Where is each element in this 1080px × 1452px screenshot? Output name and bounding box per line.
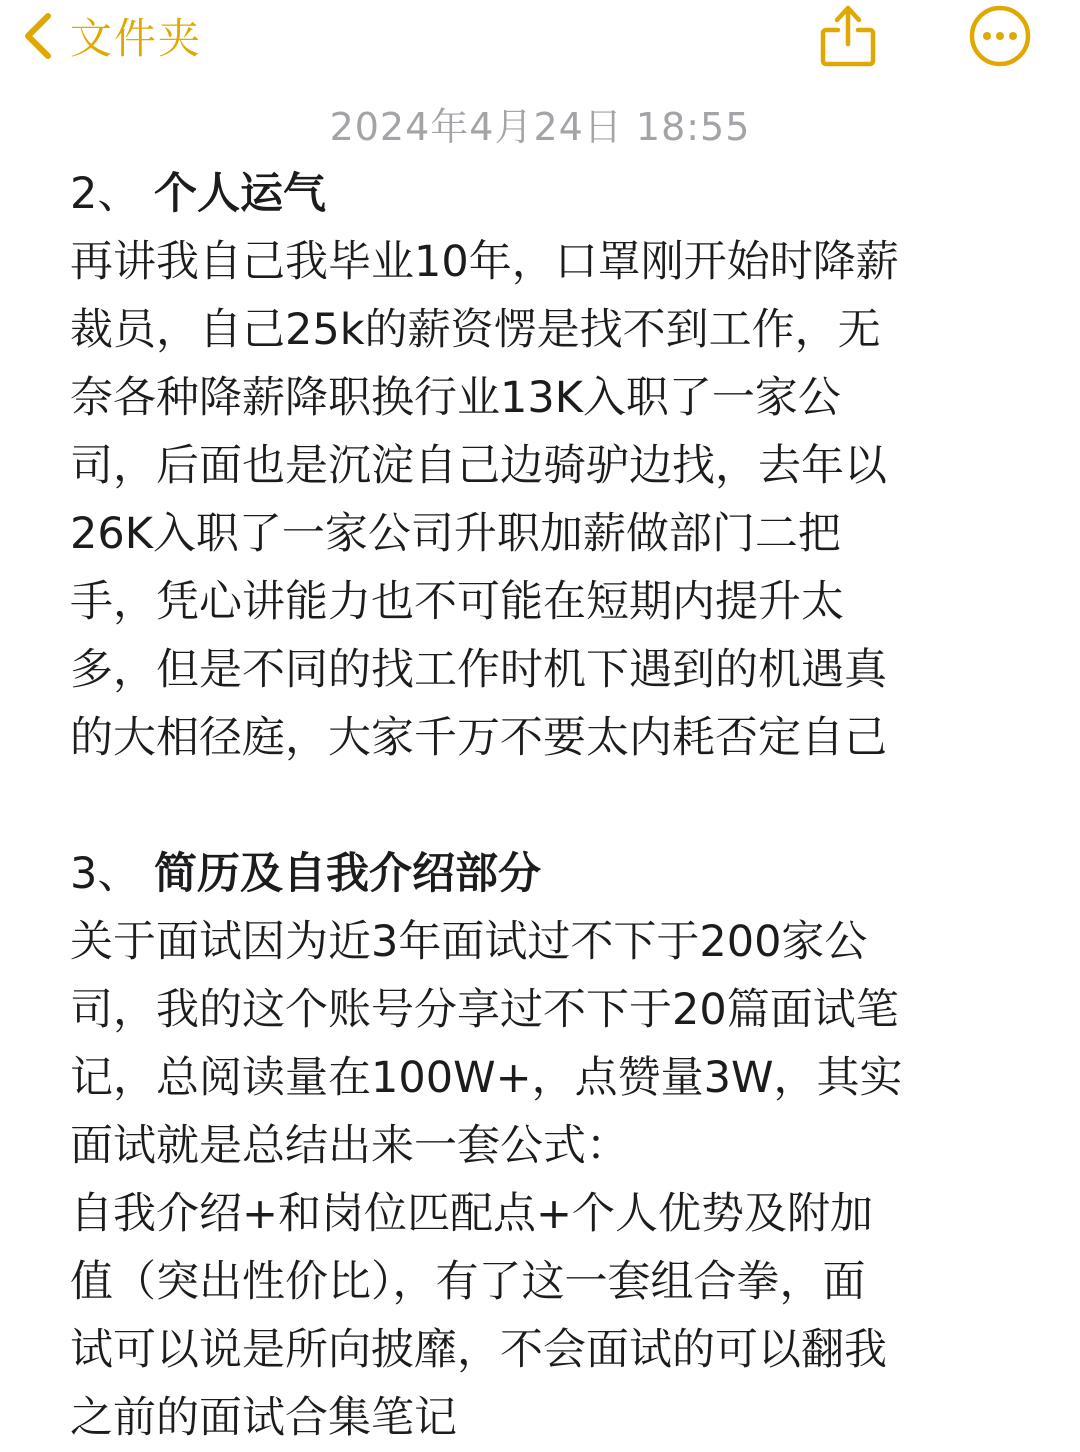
paragraph-line: 的大相径庭，大家千万不要太内耗否定自己 <box>70 713 887 763</box>
paragraph-line: 再讲我自己我毕业10年，口罩刚开始时降薪 <box>70 237 899 287</box>
navigation-bar <box>0 0 1080 80</box>
note-body[interactable] <box>70 160 1010 1452</box>
paragraph-line: 奈各种降薪降职换行业13K入职了一家公 <box>70 373 841 423</box>
paragraph-line: 手，凭心讲能力也不可能在短期内提升太 <box>70 577 844 627</box>
paragraph-line: 26K入职了一家公司升职加薪做部门二把 <box>70 509 841 559</box>
back-label: 文件夹 <box>70 14 203 63</box>
paragraph-line: 多，但是不同的找工作时机下遇到的机遇真 <box>70 645 887 695</box>
section-heading <box>70 840 1010 908</box>
share-button[interactable] <box>818 0 878 70</box>
section-number: 2、 <box>70 169 141 219</box>
section-number: 3、 <box>70 849 141 899</box>
paragraph-line: 面试就是总结出来一套公式： <box>70 1121 629 1171</box>
note-date: 2024年4月24日 18:55 <box>329 105 751 149</box>
paragraph-line: 自我介绍+和岗位匹配点+个人优势及附加 <box>70 1189 874 1239</box>
paragraph-line: 之前的面试合集笔记 <box>70 1393 457 1443</box>
section-heading <box>70 160 1010 228</box>
section-title: 个人运气 <box>154 169 327 219</box>
blank-line <box>70 772 1010 840</box>
chevron-left-icon <box>20 10 54 62</box>
paragraph-line: 司，后面也是沉淀自己边骑驴边找，去年以 <box>70 441 887 491</box>
paragraph-line: 试可以说是所向披靡，不会面试的可以翻我 <box>70 1325 887 1375</box>
more-button[interactable] <box>968 4 1032 68</box>
back-button[interactable] <box>20 6 202 66</box>
share-icon <box>818 55 878 74</box>
paragraph-line: 记，总阅读量在100W+，点赞量3W，其实 <box>70 1053 903 1103</box>
more-icon <box>968 53 1032 72</box>
paragraph-line: 裁员，自己25k的薪资愣是找不到工作，无 <box>70 305 881 355</box>
paragraph-line: 司，我的这个账号分享过不下于20篇面试笔 <box>70 985 899 1035</box>
section-title: 简历及自我介绍部分 <box>154 849 542 899</box>
paragraph-line: 值（突出性价比），有了这一套组合拳，面 <box>70 1257 866 1307</box>
paragraph-line: 关于面试因为近3年面试过不下于200家公 <box>70 917 868 967</box>
